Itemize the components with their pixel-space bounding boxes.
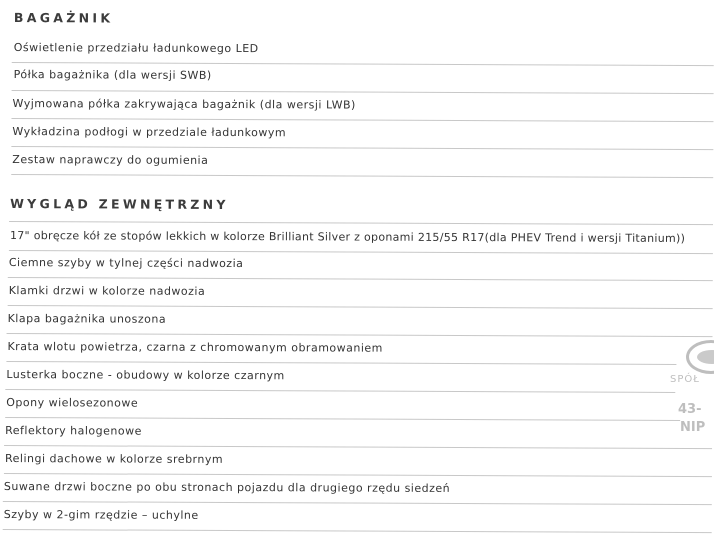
list-item: Opony wielosezonowe <box>6 396 139 410</box>
row-divider <box>4 445 712 449</box>
row-divider <box>5 389 675 393</box>
stamp-line: 43- <box>678 402 702 417</box>
list-item: Ciemne szyby w tylnej części nadwozia <box>8 256 244 271</box>
section-heading-trunk: BAGAŻNIK <box>13 10 114 26</box>
row-divider <box>3 501 712 505</box>
stamp-line: NIP <box>680 420 706 435</box>
list-item: Wykładzina podłogi w przedziale ładunkowym <box>12 125 287 140</box>
row-divider <box>11 174 713 178</box>
row-divider <box>7 333 713 337</box>
row-divider <box>5 417 680 421</box>
row-divider <box>12 62 714 66</box>
company-stamp <box>668 330 714 450</box>
row-divider <box>4 473 712 477</box>
list-item: Relingi dachowe w kolorze srebrnym <box>4 452 224 466</box>
list-item: Suwane drzwi boczne po obu stronach pojazdu dla drugiego rzędu siedzeń <box>3 480 451 495</box>
row-divider <box>8 305 713 309</box>
row-divider <box>3 529 712 533</box>
list-item: Szyby w 2-gim rzędzie – uchylne <box>3 508 199 522</box>
list-item: Wyjmowana półka zakrywająca bagażnik (dla wersji LWB) <box>12 97 356 112</box>
list-item: Krata wlotu powietrza, czarna z chromowanym obramowaniem <box>7 340 383 355</box>
row-divider <box>6 361 676 365</box>
list-item: Lusterka boczne - obudowy w kolorze czarnym <box>6 368 285 383</box>
row-divider <box>8 277 713 281</box>
row-divider <box>11 146 713 150</box>
stamp-logo-icon <box>686 340 714 374</box>
section-heading-exterior: WYGLĄD ZEWNĘTRZNY <box>10 196 229 213</box>
list-item: Klapa bagażnika unoszona <box>7 312 167 326</box>
list-item: Zestaw naprawczy do ogumienia <box>12 153 209 167</box>
row-divider <box>9 250 713 254</box>
list-item: Półka bagażnika (dla wersji SWB) <box>13 68 212 82</box>
list-item: Klamki drzwi w kolorze nadwozia <box>8 284 206 298</box>
list-item: 17" obręcze kół ze stopów lekkich w kolorze Brilliant Silver z oponami 215/55 R17(dla PHEV Trend i wersji Titanium)) <box>9 229 686 245</box>
list-item: Oświetlenie przedziału ładunkowego LED <box>13 41 259 56</box>
row-divider <box>12 90 714 94</box>
row-divider <box>11 118 713 122</box>
row-divider <box>9 221 713 225</box>
stamp-line: SPÓŁ <box>670 374 700 385</box>
list-item: Reflektory halogenowe <box>5 424 142 438</box>
